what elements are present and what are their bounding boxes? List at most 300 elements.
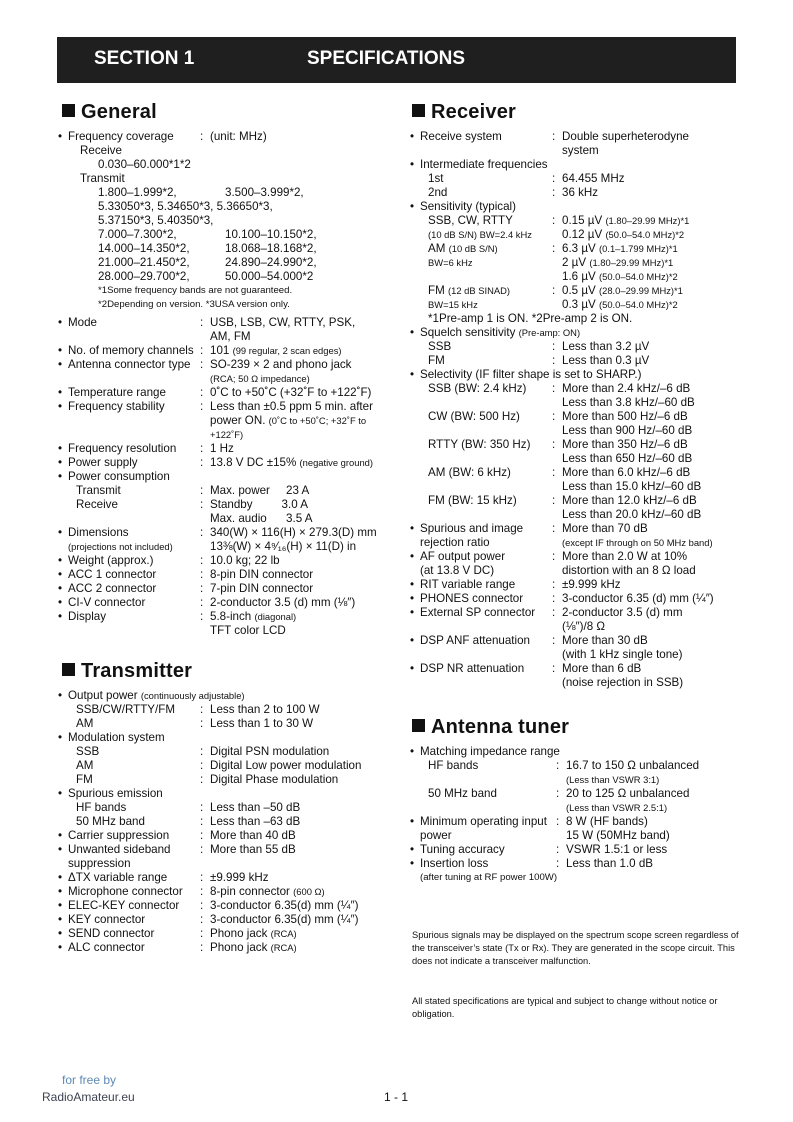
colon-separator: : [552, 340, 556, 353]
spec-value: (RCA; 50 Ω impedance) [210, 373, 310, 384]
spec-note: (12 dB SINAD) [447, 285, 510, 296]
spec-row [410, 550, 740, 564]
spec-label [410, 130, 552, 144]
spec-value: (unit: MHz) [210, 130, 267, 143]
spec-text: 5.37150*3, 5.40350*3, [98, 214, 214, 227]
spec-text: Carrier suppression [68, 829, 170, 842]
spec-value: 50.000–54.000*2 [225, 270, 314, 283]
spec-value: 10.0 kg; 22 lb [210, 554, 280, 567]
spec-row [58, 470, 398, 484]
spec-text: Frequency stability [68, 400, 165, 413]
spec-label [58, 456, 200, 470]
spec-row [58, 568, 398, 582]
bullet: • [58, 731, 63, 744]
spec-value: 3.500–3.999*2, [225, 186, 304, 199]
colon-separator: : [552, 466, 556, 479]
spec-row [58, 717, 398, 731]
spec-value [210, 927, 297, 941]
spec-row [58, 801, 398, 815]
spec-text: Receive [80, 144, 122, 157]
spec-row [58, 526, 398, 540]
bullet: • [58, 554, 63, 567]
colon-separator: : [552, 578, 556, 591]
spec-value: AM, FM [210, 330, 251, 343]
spec-value [210, 344, 342, 358]
colon-separator: : [200, 745, 204, 758]
bullet: • [58, 787, 63, 800]
spec-row [58, 428, 398, 442]
spec-text: Transmit [80, 172, 125, 185]
colon-separator: : [200, 843, 204, 856]
spec-text: Matching impedance range [420, 745, 560, 758]
bullet: • [58, 871, 63, 884]
spec-text: Modulation system [68, 731, 165, 744]
spec-value: Less than 20.0 kHz/–60 dB [562, 508, 702, 521]
colon-separator: : [552, 494, 556, 507]
spec-value [562, 228, 684, 242]
spec-text: Antenna connector type [68, 358, 191, 371]
colon-separator: : [200, 913, 204, 926]
colon-separator: : [200, 927, 204, 940]
spec-note: (99 regular, 2 scan edges) [232, 345, 342, 356]
spec-text: KEY connector [68, 913, 146, 926]
spec-label [410, 270, 562, 284]
spec-value: Digital Low power modulation [210, 759, 362, 772]
spec-label: RTTY (BW: 350 Hz) [428, 438, 531, 451]
spec-row [410, 745, 740, 759]
colon-separator: : [200, 703, 204, 716]
spec-label [58, 526, 200, 540]
spec-text: Receiver [431, 101, 516, 123]
spec-text: 0.12 µV [562, 228, 603, 241]
colon-separator: : [552, 438, 556, 451]
spec-value [562, 284, 683, 298]
colon-separator: : [552, 606, 556, 619]
spec-row [410, 857, 740, 871]
disclaimer-note: All stated specifications are typical and subject to change without notice or obligation. [412, 996, 718, 1019]
spec-text: Display [68, 610, 107, 623]
spec-row [410, 787, 740, 801]
spec-text: Sensitivity (typical) [420, 200, 516, 213]
bullet: • [410, 130, 415, 143]
spec-text: ACC 2 connector [68, 582, 157, 595]
bullet: • [58, 568, 63, 581]
spec-text: Squelch sensitivity [420, 326, 516, 339]
spec-note: (0.1–1.799 MHz)*1 [599, 243, 678, 254]
spec-row [58, 745, 398, 759]
spec-value: Less than 1 to 30 W [210, 717, 314, 730]
spec-value: 3-conductor 6.35(d) mm (¼″) [210, 913, 359, 926]
spec-label [410, 522, 552, 536]
bullet: • [58, 386, 63, 399]
spec-value: 36 kHz [562, 186, 599, 199]
spec-label [410, 284, 552, 298]
spec-row [410, 536, 740, 550]
bullet: • [410, 158, 415, 171]
colon-separator: : [552, 284, 556, 297]
spec-label [410, 508, 562, 522]
colon-separator: : [200, 498, 204, 511]
spec-row [58, 624, 398, 638]
colon-separator: : [552, 186, 556, 199]
bullet: • [58, 913, 63, 926]
spec-note: (10 dB S/N) [448, 243, 498, 254]
spec-label [58, 843, 200, 857]
spec-row [58, 885, 398, 899]
spec-label [58, 372, 210, 386]
spec-value: system [562, 144, 599, 157]
spec-row [58, 815, 398, 829]
receiver-specs [410, 130, 740, 690]
spec-value: More than 40 dB [210, 829, 296, 842]
spec-label: FM [428, 354, 445, 367]
spec-label [58, 130, 200, 144]
spec-label: SSB/CW/RTTY/FM [76, 703, 175, 716]
bullet: • [58, 596, 63, 609]
spec-value [562, 270, 678, 284]
spec-row [410, 773, 740, 787]
spec-row [410, 676, 740, 690]
bullet: • [58, 344, 63, 357]
spec-label [58, 400, 200, 414]
spec-value: 2-conductor 3.5 (d) mm (⅛″) [210, 596, 356, 609]
spec-value: More than 2.4 kHz/–6 dB [562, 382, 691, 395]
spec-value: Less than 650 Hz/–60 dB [562, 452, 693, 465]
spec-value: More than 70 dB [562, 522, 648, 535]
spec-label [410, 242, 552, 256]
spec-value: 64.455 MHz [562, 172, 625, 185]
colon-separator: : [200, 717, 204, 730]
spec-value: Less than 2 to 100 W [210, 703, 320, 716]
spec-label [410, 815, 556, 829]
colon-separator: : [200, 526, 204, 539]
spec-value: ±9.999 kHz [210, 871, 269, 884]
spec-value: 340(W) × 116(H) × 279.3(D) mm [210, 526, 377, 539]
spec-value [210, 885, 325, 899]
spec-label: (projections not included) [68, 541, 173, 552]
spec-row [410, 298, 740, 312]
spec-row [410, 648, 740, 662]
colon-separator: : [200, 484, 204, 497]
spec-value [562, 256, 673, 270]
spec-label: SSB [76, 745, 100, 758]
spec-value: More than 55 dB [210, 843, 296, 856]
spec-label [58, 344, 200, 358]
spec-label: HF bands [76, 801, 127, 814]
spec-value [562, 298, 678, 312]
colon-separator: : [552, 410, 556, 423]
spec-label: CW (BW: 500 Hz) [428, 410, 520, 423]
spec-value: (Less than VSWR 2.5:1) [566, 802, 668, 813]
bullet: • [410, 200, 415, 213]
spec-text: PHONES connector [420, 592, 524, 605]
spec-text: ACC 1 connector [68, 568, 157, 581]
spec-value [210, 610, 296, 624]
spec-note: (RCA) [270, 942, 297, 953]
spec-label [410, 634, 552, 648]
colon-separator: : [552, 522, 556, 535]
spec-value: TFT color LCD [210, 624, 286, 637]
spec-value: ±9.999 kHz [562, 578, 621, 591]
spec-label [410, 801, 566, 815]
spec-text: 0.15 µV [562, 214, 603, 227]
spec-text: Output power [68, 689, 138, 702]
spec-value: 7-pin DIN connector [210, 582, 314, 595]
spec-text: ALC connector [68, 941, 145, 954]
spec-row [410, 634, 740, 648]
spec-row [58, 941, 398, 955]
colon-separator: : [200, 568, 204, 581]
spec-value [562, 242, 678, 256]
spec-label [410, 158, 548, 172]
spec-text: Weight (approx.) [68, 554, 154, 567]
bullet: • [410, 522, 415, 535]
spec-row [58, 689, 398, 703]
spec-row [58, 843, 398, 857]
bullet: • [58, 689, 63, 702]
spec-value: 15 W (50MHz band) [566, 829, 670, 842]
square-bullet-icon [412, 104, 425, 117]
colon-separator: : [200, 899, 204, 912]
spec-row [58, 596, 398, 610]
bullet: • [58, 843, 63, 856]
spec-value: distortion with an 8 Ω load [562, 564, 696, 577]
spec-value: 20 to 125 Ω unbalanced [566, 787, 690, 800]
spec-row [58, 414, 398, 428]
bullet: • [410, 815, 415, 828]
spec-label [410, 843, 556, 857]
spec-value: 0˚C to +50˚C (+32˚F to +122˚F) [210, 386, 372, 399]
spec-note: (50.0–54.0 MHz)*2 [599, 299, 678, 310]
spec-label [410, 606, 552, 620]
spec-label [410, 745, 560, 759]
spec-label: 50 MHz band [76, 815, 145, 828]
colon-separator: : [200, 442, 204, 455]
spec-note: (RCA) [270, 928, 297, 939]
spec-label [410, 550, 552, 564]
spec-value: More than 6.0 kHz/–6 dB [562, 466, 691, 479]
spec-label [410, 424, 562, 438]
spec-row [58, 540, 398, 554]
section-number: SECTION 1 [94, 48, 195, 69]
spec-row [410, 144, 740, 158]
bullet: • [58, 470, 63, 483]
spec-note: (600 Ω) [293, 886, 325, 897]
spec-label: 21.000–21.450*2, [98, 256, 190, 269]
spec-text: Power consumption [68, 470, 170, 483]
spec-label [58, 899, 200, 913]
spec-row [58, 130, 398, 144]
transmitter-specs [58, 689, 398, 955]
spec-row [58, 759, 398, 773]
bullet: • [410, 745, 415, 758]
spec-row [410, 578, 740, 592]
colon-separator: : [552, 172, 556, 185]
spec-row [58, 316, 398, 330]
colon-separator: : [556, 787, 560, 800]
spec-row [58, 829, 398, 843]
spec-text: 5.8-inch [210, 610, 252, 623]
spec-row [410, 158, 740, 172]
spec-row [58, 372, 398, 386]
spec-value: 8-pin DIN connector [210, 568, 314, 581]
spec-label [58, 470, 200, 484]
colon-separator: : [552, 662, 556, 675]
spec-value: Less than ±0.5 ppm 5 min. after [210, 400, 373, 413]
spec-label: FM (BW: 15 kHz) [428, 494, 517, 507]
spec-text: Antenna tuner [431, 716, 570, 738]
spec-label [410, 326, 580, 340]
spec-text: Spurious and image [420, 522, 524, 535]
spec-label: 7.000–7.300*2, [98, 228, 177, 241]
spec-value: Digital Phase modulation [210, 773, 339, 786]
spec-text: suppression [68, 857, 131, 870]
spec-label [410, 368, 641, 382]
spec-row [410, 815, 740, 829]
section-banner [57, 37, 736, 83]
spec-label [58, 787, 163, 801]
spec-value: Less than –63 dB [210, 815, 301, 828]
bullet: • [58, 927, 63, 940]
spec-row [410, 662, 740, 676]
spec-text: 2 µV [562, 256, 587, 269]
spec-note: (1.80–29.99 MHz)*1 [605, 215, 690, 226]
spec-label [58, 428, 210, 442]
spec-text: Spurious emission [68, 787, 163, 800]
colon-separator: : [200, 400, 204, 413]
bullet: • [58, 358, 63, 371]
spec-value: 24.890–24.990*2, [225, 256, 317, 269]
spec-value: Less than –50 dB [210, 801, 301, 814]
spec-row [410, 130, 740, 144]
square-bullet-icon [62, 663, 75, 676]
colon-separator: : [200, 815, 204, 828]
colon-separator: : [200, 759, 204, 772]
spec-value: Less than 900 Hz/–60 dB [562, 424, 693, 437]
spec-label [58, 871, 200, 885]
colon-separator: : [200, 130, 204, 143]
spec-value: Less than 3.2 µV [562, 340, 650, 353]
spec-text: External SP connector [420, 606, 536, 619]
spec-text: No. of memory channels [68, 344, 194, 357]
spec-label [410, 396, 562, 410]
bullet: • [58, 456, 63, 469]
spec-label [410, 857, 556, 871]
colon-separator: : [552, 382, 556, 395]
spec-label: (10 dB S/N) BW=2.4 kHz [428, 229, 532, 240]
bullet: • [410, 592, 415, 605]
spec-row [410, 424, 740, 438]
bullet: • [58, 899, 63, 912]
spec-row [410, 186, 740, 200]
spec-text: General [81, 101, 157, 123]
antenna-tuner-heading [412, 716, 569, 739]
general-specs [58, 130, 398, 638]
spec-value: More than 6 dB [562, 662, 642, 675]
spec-value: SO-239 × 2 and phono jack [210, 358, 352, 371]
bullet: • [410, 368, 415, 381]
spec-row [410, 438, 740, 452]
spec-value [562, 214, 689, 228]
spec-label [410, 480, 562, 494]
spec-label [58, 927, 200, 941]
spec-value: 18.068–18.168*2, [225, 242, 317, 255]
spec-row [410, 564, 740, 578]
spec-text: 0.030–60.000*1*2 [98, 158, 191, 171]
spec-text: Dimensions [68, 526, 129, 539]
spec-label [58, 610, 200, 624]
bullet: • [58, 130, 63, 143]
spec-row [410, 284, 740, 298]
bullet: • [410, 326, 415, 339]
spec-text: 0.5 µV [562, 284, 596, 297]
spec-value: Less than 15.0 kHz/–60 dB [562, 480, 702, 493]
spec-label: FM [76, 773, 93, 786]
colon-separator: : [200, 358, 204, 371]
page-number: 1 - 1 [384, 1090, 409, 1104]
spec-text: 8-pin connector [210, 885, 290, 898]
spec-value: Less than 3.8 kHz/–60 dB [562, 396, 695, 409]
spec-note: (0˚C to +50˚C; +32˚F to [268, 415, 367, 426]
spec-label [58, 512, 210, 526]
spec-row [58, 386, 398, 400]
spec-row [410, 592, 740, 606]
spec-text: Intermediate frequencies [420, 158, 548, 171]
colon-separator: : [200, 941, 204, 954]
spec-value: 2-conductor 3.5 (d) mm [562, 606, 683, 619]
square-bullet-icon [62, 104, 75, 117]
spec-note: (1.80–29.99 MHz)*1 [589, 257, 674, 268]
spec-text: ΔTX variable range [68, 871, 168, 884]
colon-separator: : [200, 456, 204, 469]
spec-text: Temperature range [68, 386, 166, 399]
spec-row [58, 899, 398, 913]
spec-label: AM [76, 759, 94, 772]
spec-row [410, 382, 740, 396]
spec-value: (⅛″)/8 Ω [562, 620, 606, 633]
spec-row [410, 620, 740, 634]
colon-separator: : [200, 829, 204, 842]
spec-row [410, 410, 740, 424]
bullet: • [410, 857, 415, 870]
spec-row [58, 484, 398, 498]
bullet: • [58, 526, 63, 539]
spec-row [58, 358, 398, 372]
spec-text: CI-V connector [68, 596, 146, 609]
colon-separator: : [200, 801, 204, 814]
spec-value: More than 350 Hz/–6 dB [562, 438, 688, 451]
bullet: • [58, 442, 63, 455]
spec-value: 16.7 to 150 Ω unbalanced [566, 759, 700, 772]
spec-label [58, 330, 210, 344]
spec-note: (Pre-amp: ON) [518, 327, 581, 338]
spec-label: BW=6 kHz [428, 257, 473, 268]
spec-label: HF bands [428, 759, 479, 772]
colon-separator: : [200, 344, 204, 357]
bullet: • [58, 400, 63, 413]
spec-text: Selectivity (IF filter shape is set to SHARP.) [420, 368, 642, 381]
spec-value [210, 414, 366, 428]
spec-label: Receive [76, 498, 118, 511]
spec-label: power [420, 829, 452, 842]
spec-value: Digital PSN modulation [210, 745, 330, 758]
spec-label [410, 578, 552, 592]
spec-value: 13⅜(W) × 4⁹⁄₁₆(H) × 11(D) in [210, 540, 357, 553]
spec-row [58, 400, 398, 414]
spec-row [410, 228, 740, 242]
spec-text: Frequency resolution [68, 442, 177, 455]
spec-row [58, 913, 398, 927]
